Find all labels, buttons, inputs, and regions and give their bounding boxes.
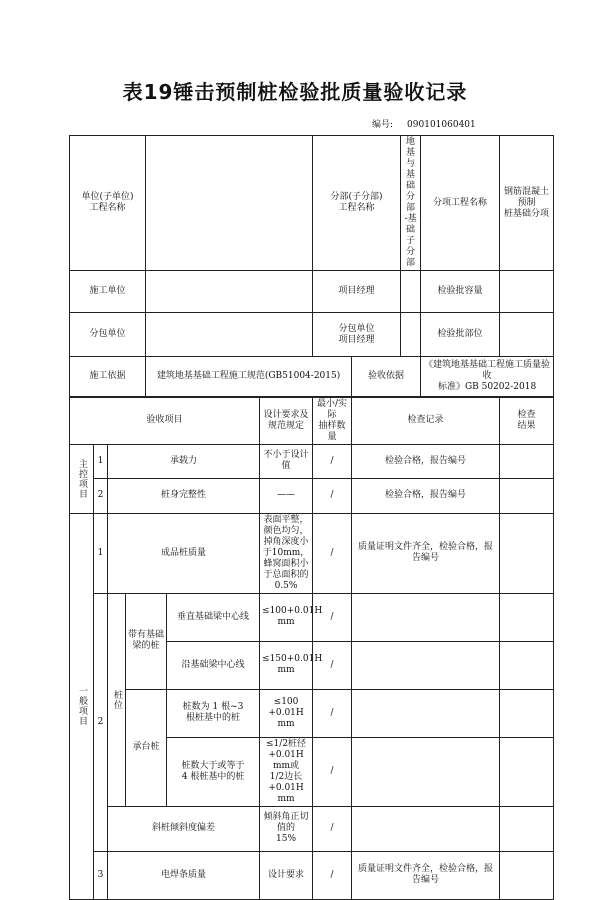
general-row-no: 3 bbox=[94, 851, 108, 899]
subcontractor-value[interactable] bbox=[146, 313, 313, 357]
column-header-design: 设计要求及 规范规定 bbox=[260, 397, 313, 445]
sub-item-result[interactable] bbox=[500, 641, 554, 689]
document-code bbox=[372, 117, 476, 130]
general-row-no: 1 bbox=[94, 513, 108, 593]
subdivision-value[interactable]: 地基与基础分部 -基础子分部 bbox=[401, 136, 421, 271]
batch-size-value[interactable] bbox=[500, 271, 554, 313]
batch-size-label: 检验批容量 bbox=[421, 271, 500, 313]
column-header-record: 检查记录 bbox=[352, 397, 500, 445]
project-manager-value[interactable] bbox=[401, 271, 421, 313]
general-row-result[interactable] bbox=[500, 851, 554, 899]
acceptance-basis-value: 《建筑地基基础工程施工质量验收 标准》GB 50202-2018 bbox=[421, 357, 554, 397]
code-value: 090101060401 bbox=[407, 120, 476, 130]
contractor-label: 施工单位 bbox=[70, 271, 146, 313]
sub-item-result[interactable] bbox=[500, 737, 554, 806]
general-row-no: 2 bbox=[94, 593, 108, 851]
general-row-design: 设计要求 bbox=[260, 851, 313, 899]
sub-item-result[interactable] bbox=[500, 593, 554, 641]
general-group-label: 一般项目 bbox=[70, 513, 94, 899]
item-name-label: 分项工程名称 bbox=[421, 136, 500, 271]
main-row-design: 不小于设计值 bbox=[260, 444, 313, 478]
acceptance-basis-label: 验收依据 bbox=[352, 357, 421, 397]
sub-item-design: ≤100+0.01H mm bbox=[260, 593, 313, 641]
main-row-record[interactable]: 检验合格，报告编号 bbox=[352, 478, 500, 513]
main-row-no: 1 bbox=[94, 444, 108, 478]
main-row-design: —— bbox=[260, 478, 313, 513]
subcontractor-label: 分包单位 bbox=[70, 313, 146, 357]
sub-item-sample[interactable]: / bbox=[313, 689, 352, 737]
incline-item-sample[interactable]: / bbox=[313, 806, 352, 851]
general-row-sample[interactable]: / bbox=[313, 851, 352, 899]
general-row-record[interactable]: 质量证明文件齐全，检验合格，报告编号 bbox=[352, 513, 500, 593]
column-header-item: 验收项目 bbox=[70, 397, 260, 445]
contractor-value[interactable] bbox=[146, 271, 313, 313]
main-row-item: 承载力 bbox=[108, 444, 260, 478]
main-row-sample[interactable]: / bbox=[313, 444, 352, 478]
unit-value[interactable] bbox=[146, 136, 313, 271]
sub-item-design: ≤1/2桩径 +0.01H mm或 1/2边长+0.01H mm bbox=[260, 737, 313, 806]
general-row-design: 表面平整，颜色均匀，掉角深度小于10mm，蜂窝面积小于总面积的0.5% bbox=[260, 513, 313, 593]
general-row-sample[interactable]: / bbox=[313, 513, 352, 593]
beam-pile-group-label: 带有基础梁的桩 bbox=[126, 593, 167, 689]
general-row-record[interactable]: 质量证明文件齐全，检验合格，报告编号 bbox=[352, 851, 500, 899]
code-label: 编号: bbox=[372, 120, 394, 130]
batch-part-label: 检验批部位 bbox=[421, 313, 500, 357]
inspection-record-table bbox=[69, 135, 554, 900]
sub-item-result[interactable] bbox=[500, 689, 554, 737]
column-header-sample: 最小/实际 抽样数量 bbox=[313, 397, 352, 445]
main-row-item: 桩身完整性 bbox=[108, 478, 260, 513]
sub-item-design: ≤100 +0.01H mm bbox=[260, 689, 313, 737]
sub-item-record[interactable] bbox=[352, 641, 500, 689]
unit-label: 单位(子单位) 工程名称 bbox=[70, 136, 146, 271]
main-control-group-label: 主控项目 bbox=[70, 444, 94, 513]
main-row-result[interactable] bbox=[500, 444, 554, 478]
sub-item-sample[interactable]: / bbox=[313, 641, 352, 689]
item-name-value[interactable]: 钢筋混凝土预制 桩基础分项 bbox=[500, 136, 554, 271]
general-row-item: 成品桩质量 bbox=[108, 513, 260, 593]
main-row-sample[interactable]: / bbox=[313, 478, 352, 513]
sub-item-label: 垂直基础梁中心线 bbox=[167, 593, 260, 641]
incline-item-result[interactable] bbox=[500, 806, 554, 851]
sub-item-sample[interactable]: / bbox=[313, 737, 352, 806]
column-header-result: 检查 结果 bbox=[500, 397, 554, 445]
sub-item-sample[interactable]: / bbox=[313, 593, 352, 641]
sub-item-design: ≤150+0.01H mm bbox=[260, 641, 313, 689]
basis-label: 施工依据 bbox=[70, 357, 146, 397]
sub-item-record[interactable] bbox=[352, 689, 500, 737]
sub-item-label: 桩数为 1 根~3 根桩基中的桩 bbox=[167, 689, 260, 737]
pile-position-label: 桩位 bbox=[108, 593, 126, 806]
general-row-item: 电焊条质量 bbox=[108, 851, 260, 899]
basis-value: 建筑地基基础工程施工规范(GB51004-2015) bbox=[146, 357, 352, 397]
batch-part-value[interactable] bbox=[500, 313, 554, 357]
sub-item-record[interactable] bbox=[352, 737, 500, 806]
incline-item-label: 斜桩倾斜度偏差 bbox=[108, 806, 260, 851]
cap-pile-group-label: 承台桩 bbox=[126, 689, 167, 806]
sub-pm-label: 分包单位 项目经理 bbox=[313, 313, 401, 357]
incline-item-design: 倾斜角正切值的 15% bbox=[260, 806, 313, 851]
project-manager-label: 项目经理 bbox=[313, 271, 401, 313]
page-title: 表19锤击预制桩检验批质量验收记录 bbox=[122, 80, 468, 104]
sub-item-label: 桩数大于或等于 4 根桩基中的桩 bbox=[167, 737, 260, 806]
general-row-result[interactable] bbox=[500, 513, 554, 593]
sub-pm-value[interactable] bbox=[401, 313, 421, 357]
incline-item-record[interactable] bbox=[352, 806, 500, 851]
subdivision-label: 分部(子分部) 工程名称 bbox=[313, 136, 401, 271]
sub-item-label: 沿基础梁中心线 bbox=[167, 641, 260, 689]
main-row-result[interactable] bbox=[500, 478, 554, 513]
main-row-record[interactable]: 检验合格，报告编号 bbox=[352, 444, 500, 478]
main-row-no: 2 bbox=[94, 478, 108, 513]
sub-item-record[interactable] bbox=[352, 593, 500, 641]
